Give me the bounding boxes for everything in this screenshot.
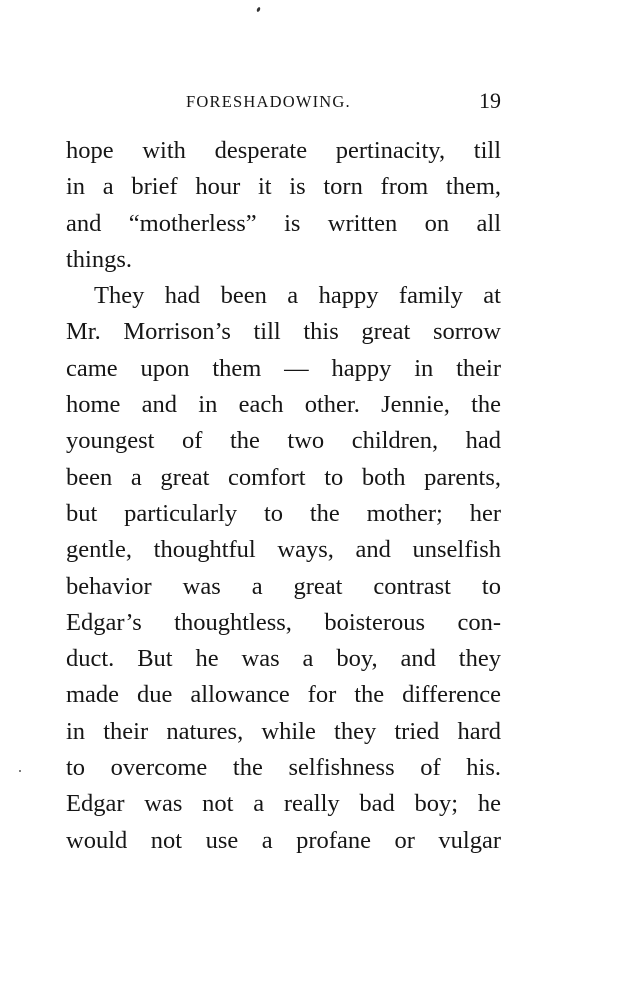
- text-line: in their natures, while they tried hard: [66, 717, 501, 745]
- text-line: hope with desperate pertinacity, till: [66, 137, 501, 164]
- text-line: Edgar’s thoughtless, boisterous con-: [66, 608, 501, 636]
- text-line: in a brief hour it is torn from them,: [66, 173, 501, 201]
- text-line: things.: [66, 245, 133, 273]
- text-line: and “motherless” is written on all: [66, 209, 501, 237]
- ink-speck: [256, 7, 261, 13]
- text-line: gentle, thoughtful ways, and unselfish: [66, 536, 501, 564]
- text-line: came upon them — happy in their: [66, 354, 501, 382]
- text-line: home and in each other. Jennie, the: [66, 391, 501, 419]
- text-line: would not use a profane or vulgar: [66, 826, 501, 854]
- text-line: behavior was a great contrast to: [66, 572, 501, 600]
- text-line: been a great comfort to both parents,: [66, 463, 501, 491]
- text-line: Edgar was not a really bad boy; he: [66, 790, 501, 818]
- text-line: Mr. Morrison’s till this great sorrow: [66, 318, 501, 346]
- text-line: youngest of the two children, had: [66, 427, 501, 455]
- text-line: made due allowance for the difference: [66, 681, 501, 709]
- text-line: but particularly to the mother; her: [66, 499, 501, 527]
- page-header: [66, 88, 501, 118]
- text-line: to overcome the selfishness of his.: [66, 754, 501, 782]
- margin-mark: [19, 770, 21, 772]
- body-text: [66, 133, 501, 859]
- text-line: They had been a happy family at: [94, 282, 501, 310]
- page-number: 19: [479, 88, 501, 113]
- text-line: duct. But he was a boy, and they: [66, 645, 501, 673]
- running-title: FORESHADOWING.: [186, 92, 351, 111]
